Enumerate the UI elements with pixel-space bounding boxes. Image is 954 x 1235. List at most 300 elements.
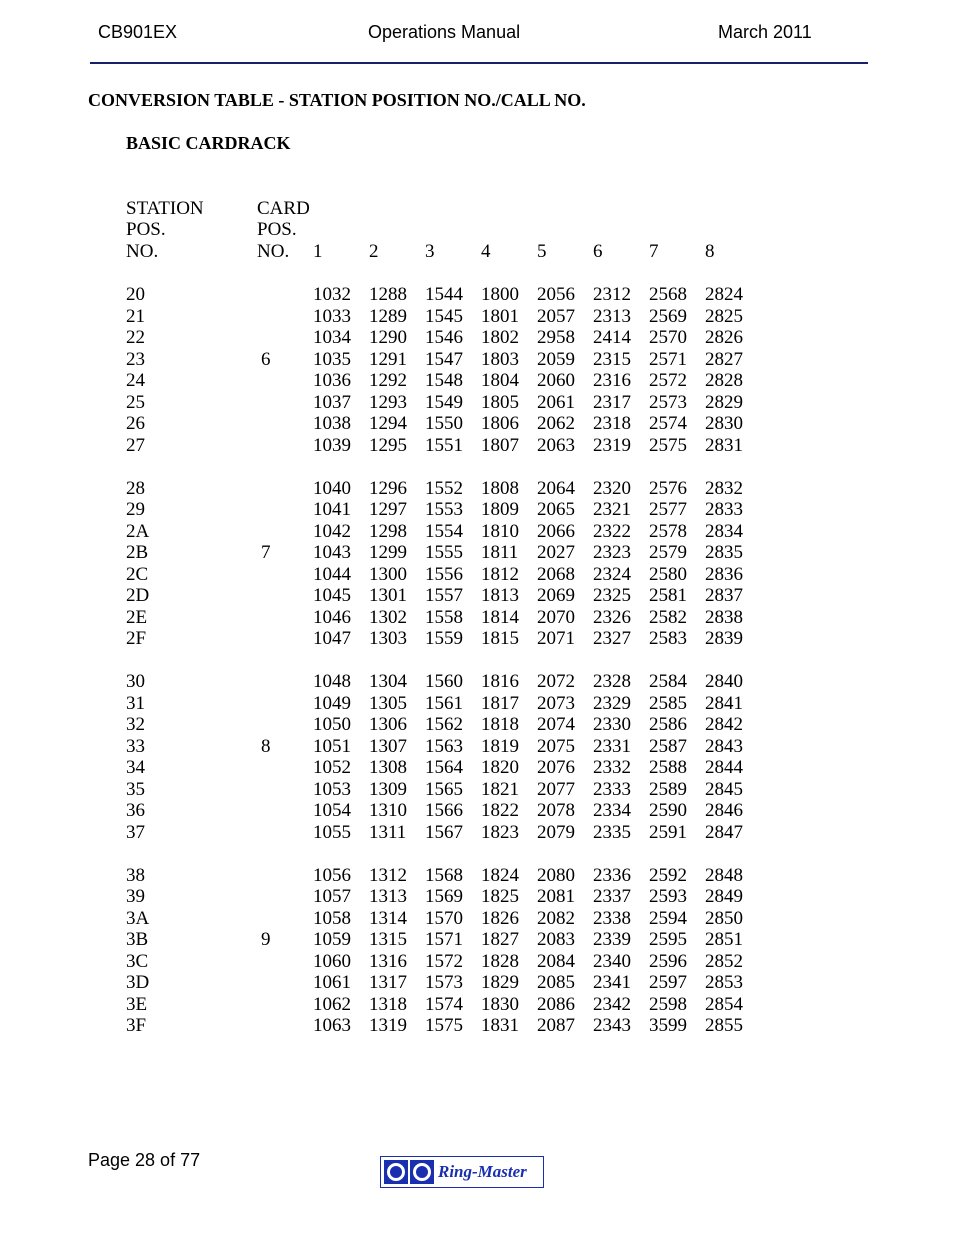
call-number-cell: 2571 bbox=[649, 348, 687, 370]
call-number-cell: 1804 bbox=[481, 370, 519, 391]
call-number-cell: 1830 bbox=[481, 993, 519, 1015]
call-number-cell: 1820 bbox=[481, 757, 519, 778]
section-subtitle: BASIC CARDRACK bbox=[126, 133, 291, 153]
card-position-cell: 8 bbox=[261, 735, 271, 757]
column-header-5: 5 bbox=[537, 241, 547, 262]
call-number-cell: 2072 bbox=[537, 671, 575, 692]
call-number-cell: 1547 bbox=[425, 348, 463, 370]
call-number-cell: 1800 bbox=[481, 284, 519, 305]
station-position-cell: 38 bbox=[126, 864, 145, 886]
station-header-line-2: POS. bbox=[126, 219, 166, 240]
card-position-cell: 9 bbox=[261, 929, 271, 950]
call-number-cell: 1297 bbox=[369, 499, 407, 520]
call-number-cell: 2848 bbox=[705, 864, 743, 886]
call-number-cell: 2324 bbox=[593, 563, 631, 585]
call-number-cell: 2066 bbox=[537, 520, 575, 542]
call-number-cell: 1552 bbox=[425, 477, 463, 499]
call-number-cell: 1047 bbox=[313, 628, 351, 649]
call-number-cell: 1563 bbox=[425, 735, 463, 757]
call-number-cell: 1814 bbox=[481, 606, 519, 628]
station-position-cell: 3B bbox=[126, 929, 149, 950]
call-number-cell: 1052 bbox=[313, 757, 351, 778]
call-number-cell: 2851 bbox=[705, 929, 743, 950]
call-number-cell: 1054 bbox=[313, 800, 351, 821]
call-number-cell: 2578 bbox=[649, 520, 687, 542]
call-number-cell: 2586 bbox=[649, 714, 687, 735]
call-number-cell: 1051 bbox=[313, 735, 351, 757]
call-number-cell: 2071 bbox=[537, 628, 575, 649]
call-number-cell: 2594 bbox=[649, 907, 687, 929]
call-number-cell: 1303 bbox=[369, 628, 407, 649]
call-number-cell: 2833 bbox=[705, 499, 743, 520]
call-number-cell: 2592 bbox=[649, 864, 687, 886]
header-date: March 2011 bbox=[718, 22, 812, 42]
call-number-cell: 1055 bbox=[313, 821, 351, 843]
call-number-cell: 1551 bbox=[425, 434, 463, 456]
station-position-cell: 28 bbox=[126, 477, 145, 499]
call-number-cell: 2837 bbox=[705, 585, 743, 606]
call-number-cell: 1557 bbox=[425, 585, 463, 606]
call-number-cell: 2829 bbox=[705, 391, 743, 413]
call-number-cell: 1806 bbox=[481, 413, 519, 434]
call-number-cell: 2834 bbox=[705, 520, 743, 542]
card-header-line-1: CARD bbox=[257, 198, 310, 219]
call-number-cell: 1313 bbox=[369, 886, 407, 907]
call-number-cell: 2589 bbox=[649, 778, 687, 800]
call-number-cell: 1807 bbox=[481, 434, 519, 456]
call-number-cell: 1294 bbox=[369, 413, 407, 434]
card-header-line-2: POS. bbox=[257, 219, 297, 240]
call-number-cell: 1049 bbox=[313, 692, 351, 714]
call-number-cell: 2839 bbox=[705, 628, 743, 649]
call-number-cell: 1559 bbox=[425, 628, 463, 649]
call-number-cell: 2844 bbox=[705, 757, 743, 778]
station-position-cell: 2A bbox=[126, 520, 150, 542]
call-number-cell: 2580 bbox=[649, 563, 687, 585]
call-number-cell: 1569 bbox=[425, 886, 463, 907]
call-number-cell: 1813 bbox=[481, 585, 519, 606]
page-title: CONVERSION TABLE - STATION POSITION NO./CALL NO. bbox=[88, 90, 586, 110]
call-number-cell: 2855 bbox=[705, 1015, 743, 1036]
call-number-cell: 2568 bbox=[649, 284, 687, 305]
call-number-cell: 1549 bbox=[425, 391, 463, 413]
call-number-cell: 1803 bbox=[481, 348, 519, 370]
call-number-cell: 1305 bbox=[369, 692, 407, 714]
call-number-cell: 1570 bbox=[425, 907, 463, 929]
call-number-cell: 2074 bbox=[537, 714, 575, 735]
call-number-cell: 1290 bbox=[369, 327, 407, 348]
call-number-cell: 1572 bbox=[425, 950, 463, 972]
call-number-cell: 2570 bbox=[649, 327, 687, 348]
call-number-cell: 1818 bbox=[481, 714, 519, 735]
call-number-cell: 2027 bbox=[537, 542, 575, 563]
call-number-cell: 1316 bbox=[369, 950, 407, 972]
call-number-cell: 1827 bbox=[481, 929, 519, 950]
call-number-cell: 2073 bbox=[537, 692, 575, 714]
call-number-cell: 1037 bbox=[313, 391, 351, 413]
call-number-cell: 1035 bbox=[313, 348, 351, 370]
call-number-cell: 2312 bbox=[593, 284, 631, 305]
call-number-cell: 2059 bbox=[537, 348, 575, 370]
call-number-cell: 1318 bbox=[369, 993, 407, 1015]
station-header-line-1: STATION bbox=[126, 198, 204, 219]
station-position-cell: 20 bbox=[126, 284, 145, 305]
call-number-cell: 1298 bbox=[369, 520, 407, 542]
station-position-cell: 29 bbox=[126, 499, 145, 520]
call-number-cell: 2080 bbox=[537, 864, 575, 886]
call-number-cell: 2590 bbox=[649, 800, 687, 821]
call-number-cell: 1566 bbox=[425, 800, 463, 821]
call-number-cell: 1050 bbox=[313, 714, 351, 735]
call-number-cell: 2853 bbox=[705, 972, 743, 993]
call-number-cell: 1056 bbox=[313, 864, 351, 886]
station-position-cell: 3F bbox=[126, 1015, 147, 1036]
call-number-cell: 2065 bbox=[537, 499, 575, 520]
station-position-cell: 22 bbox=[126, 327, 145, 348]
station-position-cell: 3E bbox=[126, 993, 148, 1015]
call-number-cell: 2579 bbox=[649, 542, 687, 563]
page-number: Page 28 of 77 bbox=[88, 1150, 201, 1170]
call-number-cell: 1546 bbox=[425, 327, 463, 348]
call-number-cell: 2574 bbox=[649, 413, 687, 434]
call-number-cell: 2835 bbox=[705, 542, 743, 563]
call-number-cell: 2958 bbox=[537, 327, 575, 348]
call-number-cell: 2079 bbox=[537, 821, 575, 843]
column-header-6: 6 bbox=[593, 241, 603, 262]
call-number-cell: 1544 bbox=[425, 284, 463, 305]
station-position-cell: 21 bbox=[126, 305, 145, 327]
call-number-cell: 1553 bbox=[425, 499, 463, 520]
column-header-3: 3 bbox=[425, 241, 435, 262]
call-number-cell: 2838 bbox=[705, 606, 743, 628]
call-number-cell: 2081 bbox=[537, 886, 575, 907]
call-number-cell: 2331 bbox=[593, 735, 631, 757]
call-number-cell: 1038 bbox=[313, 413, 351, 434]
call-number-cell: 2593 bbox=[649, 886, 687, 907]
call-number-cell: 1295 bbox=[369, 434, 407, 456]
call-number-cell: 2330 bbox=[593, 714, 631, 735]
call-number-cell: 2076 bbox=[537, 757, 575, 778]
call-number-cell: 2077 bbox=[537, 778, 575, 800]
call-number-cell: 2827 bbox=[705, 348, 743, 370]
call-number-cell: 2841 bbox=[705, 692, 743, 714]
call-number-cell: 1301 bbox=[369, 585, 407, 606]
call-number-cell: 1296 bbox=[369, 477, 407, 499]
call-number-cell: 1564 bbox=[425, 757, 463, 778]
call-number-cell: 1040 bbox=[313, 477, 351, 499]
call-number-cell: 2325 bbox=[593, 585, 631, 606]
call-number-cell: 2075 bbox=[537, 735, 575, 757]
call-number-cell: 2597 bbox=[649, 972, 687, 993]
call-number-cell: 2846 bbox=[705, 800, 743, 821]
call-number-cell: 2598 bbox=[649, 993, 687, 1015]
call-number-cell: 2583 bbox=[649, 628, 687, 649]
call-number-cell: 2414 bbox=[593, 327, 631, 348]
call-number-cell: 2575 bbox=[649, 434, 687, 456]
station-position-cell: 30 bbox=[126, 671, 145, 692]
call-number-cell: 1312 bbox=[369, 864, 407, 886]
call-number-cell: 2070 bbox=[537, 606, 575, 628]
logo-text: Ring-Master bbox=[438, 1162, 527, 1181]
call-number-cell: 1041 bbox=[313, 499, 351, 520]
call-number-cell: 2582 bbox=[649, 606, 687, 628]
call-number-cell: 1823 bbox=[481, 821, 519, 843]
call-number-cell: 2337 bbox=[593, 886, 631, 907]
call-number-cell: 1826 bbox=[481, 907, 519, 929]
call-number-cell: 1044 bbox=[313, 563, 351, 585]
call-number-cell: 1317 bbox=[369, 972, 407, 993]
call-number-cell: 2826 bbox=[705, 327, 743, 348]
call-number-cell: 2581 bbox=[649, 585, 687, 606]
card-position-cell: 7 bbox=[261, 542, 271, 563]
call-number-cell: 2836 bbox=[705, 563, 743, 585]
column-header-8: 8 bbox=[705, 241, 715, 262]
call-number-cell: 2320 bbox=[593, 477, 631, 499]
call-number-cell: 1292 bbox=[369, 370, 407, 391]
call-number-cell: 3599 bbox=[649, 1015, 687, 1036]
call-number-cell: 1558 bbox=[425, 606, 463, 628]
call-number-cell: 2852 bbox=[705, 950, 743, 972]
call-number-cell: 1568 bbox=[425, 864, 463, 886]
call-number-cell: 2323 bbox=[593, 542, 631, 563]
call-number-cell: 1815 bbox=[481, 628, 519, 649]
call-number-cell: 2317 bbox=[593, 391, 631, 413]
call-number-cell: 1036 bbox=[313, 370, 351, 391]
header-document-code: CB901EX bbox=[98, 22, 178, 42]
call-number-cell: 2342 bbox=[593, 993, 631, 1015]
station-position-cell: 3D bbox=[126, 972, 150, 993]
header-manual-title: Operations Manual bbox=[368, 22, 521, 42]
call-number-cell: 1828 bbox=[481, 950, 519, 972]
call-number-cell: 2083 bbox=[537, 929, 575, 950]
call-number-cell: 1824 bbox=[481, 864, 519, 886]
call-number-cell: 1809 bbox=[481, 499, 519, 520]
call-number-cell: 2056 bbox=[537, 284, 575, 305]
call-number-cell: 2572 bbox=[649, 370, 687, 391]
call-number-cell: 2061 bbox=[537, 391, 575, 413]
call-number-cell: 1315 bbox=[369, 929, 407, 950]
call-number-cell: 2850 bbox=[705, 907, 743, 929]
call-number-cell: 2334 bbox=[593, 800, 631, 821]
call-number-cell: 2313 bbox=[593, 305, 631, 327]
call-number-cell: 1801 bbox=[481, 305, 519, 327]
column-header-1: 1 bbox=[313, 241, 323, 262]
call-number-cell: 2596 bbox=[649, 950, 687, 972]
call-number-cell: 1821 bbox=[481, 778, 519, 800]
call-number-cell: 1810 bbox=[481, 520, 519, 542]
call-number-cell: 1811 bbox=[481, 542, 519, 563]
call-number-cell: 2830 bbox=[705, 413, 743, 434]
call-number-cell: 2322 bbox=[593, 520, 631, 542]
call-number-cell: 1822 bbox=[481, 800, 519, 821]
call-number-cell: 2315 bbox=[593, 348, 631, 370]
call-number-cell: 1308 bbox=[369, 757, 407, 778]
call-number-cell: 1556 bbox=[425, 563, 463, 585]
station-position-cell: 27 bbox=[126, 434, 145, 456]
call-number-cell: 1059 bbox=[313, 929, 351, 950]
call-number-cell: 1802 bbox=[481, 327, 519, 348]
call-number-cell: 1306 bbox=[369, 714, 407, 735]
call-number-cell: 2069 bbox=[537, 585, 575, 606]
station-position-cell: 3C bbox=[126, 950, 149, 972]
call-number-cell: 1291 bbox=[369, 348, 407, 370]
call-number-cell: 1311 bbox=[369, 821, 407, 843]
station-position-cell: 37 bbox=[126, 821, 145, 843]
call-number-cell: 2569 bbox=[649, 305, 687, 327]
call-number-cell: 2333 bbox=[593, 778, 631, 800]
call-number-cell: 2831 bbox=[705, 434, 743, 456]
call-number-cell: 1057 bbox=[313, 886, 351, 907]
call-number-cell: 1288 bbox=[369, 284, 407, 305]
call-number-cell: 1300 bbox=[369, 563, 407, 585]
station-position-cell: 2D bbox=[126, 585, 150, 606]
call-number-cell: 2328 bbox=[593, 671, 631, 692]
call-number-cell: 1560 bbox=[425, 671, 463, 692]
call-number-cell: 2576 bbox=[649, 477, 687, 499]
call-number-cell: 2585 bbox=[649, 692, 687, 714]
call-number-cell: 1808 bbox=[481, 477, 519, 499]
call-number-cell: 2327 bbox=[593, 628, 631, 649]
call-number-cell: 1058 bbox=[313, 907, 351, 929]
call-number-cell: 2843 bbox=[705, 735, 743, 757]
station-position-cell: 26 bbox=[126, 413, 145, 434]
call-number-cell: 1817 bbox=[481, 692, 519, 714]
call-number-cell: 1048 bbox=[313, 671, 351, 692]
column-header-4: 4 bbox=[481, 241, 491, 262]
call-number-cell: 2057 bbox=[537, 305, 575, 327]
call-number-cell: 1562 bbox=[425, 714, 463, 735]
call-number-cell: 1046 bbox=[313, 606, 351, 628]
call-number-cell: 2584 bbox=[649, 671, 687, 692]
call-number-cell: 2082 bbox=[537, 907, 575, 929]
station-position-cell: 36 bbox=[126, 800, 145, 821]
call-number-cell: 2326 bbox=[593, 606, 631, 628]
call-number-cell: 2340 bbox=[593, 950, 631, 972]
station-position-cell: 35 bbox=[126, 778, 145, 800]
call-number-cell: 1831 bbox=[481, 1015, 519, 1036]
call-number-cell: 1554 bbox=[425, 520, 463, 542]
call-number-cell: 2063 bbox=[537, 434, 575, 456]
call-number-cell: 1045 bbox=[313, 585, 351, 606]
call-number-cell: 1032 bbox=[313, 284, 351, 305]
call-number-cell: 2832 bbox=[705, 477, 743, 499]
call-number-cell: 1573 bbox=[425, 972, 463, 993]
call-number-cell: 1060 bbox=[313, 950, 351, 972]
call-number-cell: 1039 bbox=[313, 434, 351, 456]
call-number-cell: 1825 bbox=[481, 886, 519, 907]
call-number-cell: 2577 bbox=[649, 499, 687, 520]
call-number-cell: 1561 bbox=[425, 692, 463, 714]
ring-master-logo bbox=[380, 1156, 544, 1188]
call-number-cell: 1314 bbox=[369, 907, 407, 929]
call-number-cell: 1061 bbox=[313, 972, 351, 993]
call-number-cell: 2062 bbox=[537, 413, 575, 434]
call-number-cell: 2854 bbox=[705, 993, 743, 1015]
card-header-line-3: NO. bbox=[257, 241, 290, 262]
call-number-cell: 2318 bbox=[593, 413, 631, 434]
call-number-cell: 2321 bbox=[593, 499, 631, 520]
call-number-cell: 1565 bbox=[425, 778, 463, 800]
call-number-cell: 2595 bbox=[649, 929, 687, 950]
call-number-cell: 1304 bbox=[369, 671, 407, 692]
call-number-cell: 1302 bbox=[369, 606, 407, 628]
call-number-cell: 1293 bbox=[369, 391, 407, 413]
call-number-cell: 2339 bbox=[593, 929, 631, 950]
call-number-cell: 1574 bbox=[425, 993, 463, 1015]
call-number-cell: 1555 bbox=[425, 542, 463, 563]
call-number-cell: 2828 bbox=[705, 370, 743, 391]
call-number-cell: 1829 bbox=[481, 972, 519, 993]
call-number-cell: 1033 bbox=[313, 305, 351, 327]
call-number-cell: 2085 bbox=[537, 972, 575, 993]
call-number-cell: 2588 bbox=[649, 757, 687, 778]
call-number-cell: 2573 bbox=[649, 391, 687, 413]
call-number-cell: 1299 bbox=[369, 542, 407, 563]
station-position-cell: 32 bbox=[126, 714, 145, 735]
station-position-cell: 23 bbox=[126, 348, 145, 370]
call-number-cell: 1063 bbox=[313, 1015, 351, 1036]
call-number-cell: 2084 bbox=[537, 950, 575, 972]
call-number-cell: 2849 bbox=[705, 886, 743, 907]
station-position-cell: 34 bbox=[126, 757, 145, 778]
call-number-cell: 2338 bbox=[593, 907, 631, 929]
station-position-cell: 2E bbox=[126, 606, 148, 628]
call-number-cell: 1571 bbox=[425, 929, 463, 950]
call-number-cell: 2341 bbox=[593, 972, 631, 993]
call-number-cell: 2825 bbox=[705, 305, 743, 327]
station-header-line-3: NO. bbox=[126, 241, 159, 262]
call-number-cell: 1042 bbox=[313, 520, 351, 542]
call-number-cell: 1309 bbox=[369, 778, 407, 800]
station-position-cell: 3A bbox=[126, 907, 150, 929]
call-number-cell: 2824 bbox=[705, 284, 743, 305]
call-number-cell: 2335 bbox=[593, 821, 631, 843]
station-position-cell: 33 bbox=[126, 735, 145, 757]
call-number-cell: 2060 bbox=[537, 370, 575, 391]
call-number-cell: 2847 bbox=[705, 821, 743, 843]
station-position-cell: 2F bbox=[126, 628, 147, 649]
station-position-cell: 24 bbox=[126, 370, 145, 391]
station-position-cell: 39 bbox=[126, 886, 145, 907]
call-number-cell: 1550 bbox=[425, 413, 463, 434]
call-number-cell: 1307 bbox=[369, 735, 407, 757]
call-number-cell: 1289 bbox=[369, 305, 407, 327]
call-number-cell: 2068 bbox=[537, 563, 575, 585]
call-number-cell: 1545 bbox=[425, 305, 463, 327]
call-number-cell: 2319 bbox=[593, 434, 631, 456]
call-number-cell: 2332 bbox=[593, 757, 631, 778]
call-number-cell: 2064 bbox=[537, 477, 575, 499]
call-number-cell: 1575 bbox=[425, 1015, 463, 1036]
call-number-cell: 2078 bbox=[537, 800, 575, 821]
call-number-cell: 2840 bbox=[705, 671, 743, 692]
station-position-cell: 2C bbox=[126, 563, 149, 585]
call-number-cell: 1043 bbox=[313, 542, 351, 563]
call-number-cell: 2591 bbox=[649, 821, 687, 843]
call-number-cell: 1062 bbox=[313, 993, 351, 1015]
call-number-cell: 1310 bbox=[369, 800, 407, 821]
call-number-cell: 1819 bbox=[481, 735, 519, 757]
call-number-cell: 1816 bbox=[481, 671, 519, 692]
call-number-cell: 2316 bbox=[593, 370, 631, 391]
station-position-cell: 2B bbox=[126, 542, 149, 563]
station-position-cell: 25 bbox=[126, 391, 145, 413]
call-number-cell: 1319 bbox=[369, 1015, 407, 1036]
column-header-2: 2 bbox=[369, 241, 379, 262]
call-number-cell: 2842 bbox=[705, 714, 743, 735]
call-number-cell: 1567 bbox=[425, 821, 463, 843]
call-number-cell: 1812 bbox=[481, 563, 519, 585]
